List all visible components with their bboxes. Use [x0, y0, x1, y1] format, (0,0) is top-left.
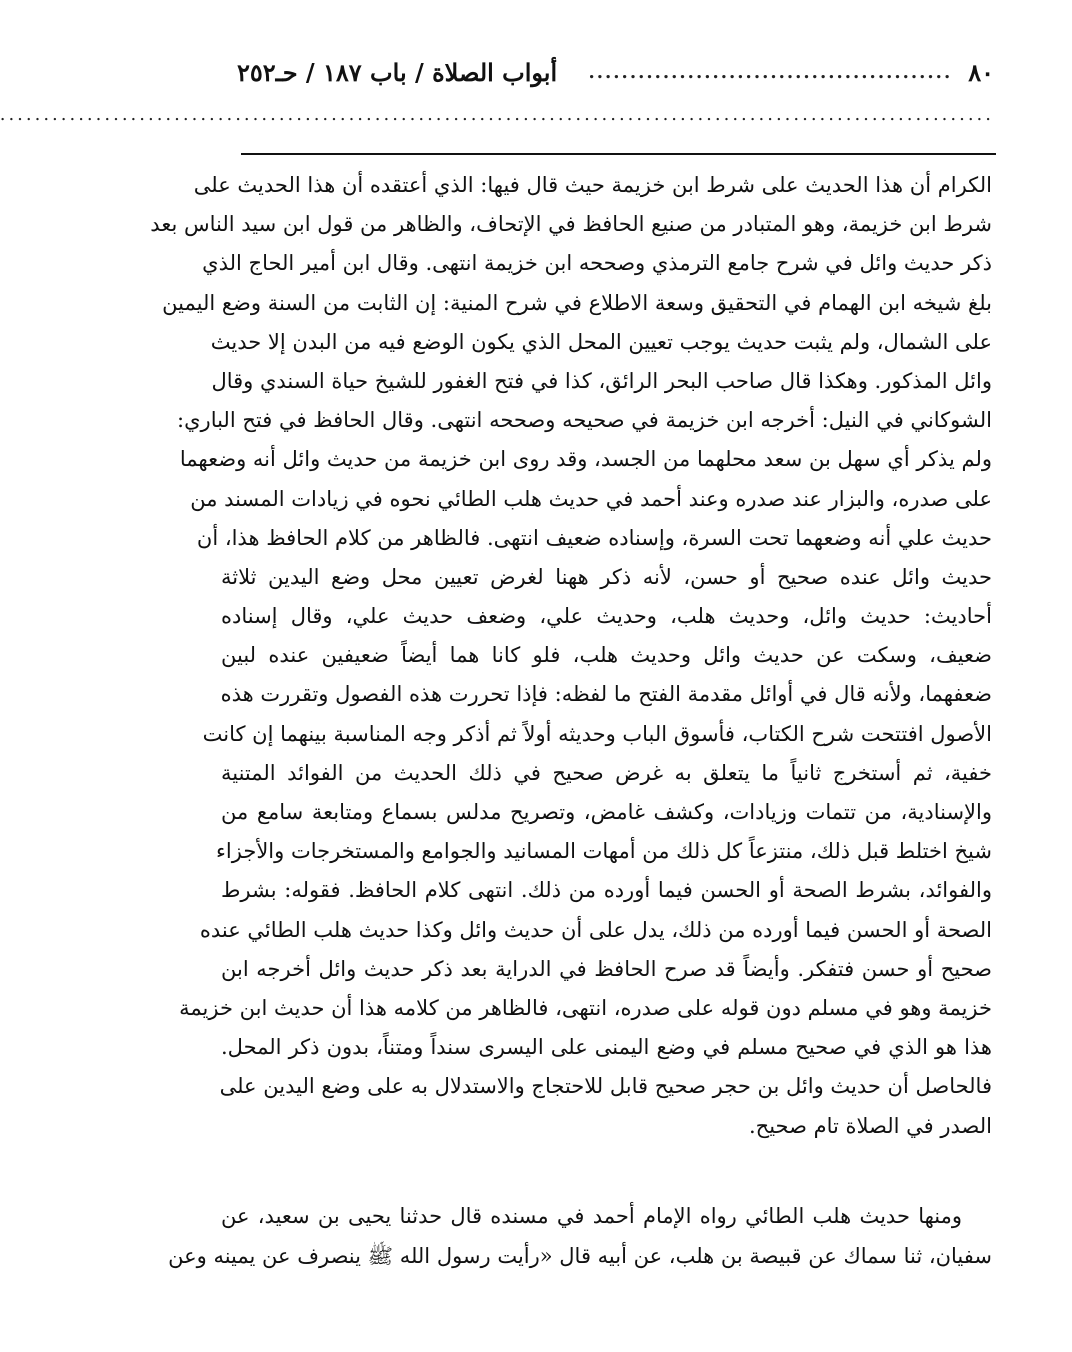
text-line: شيخ اختلط قبل ذلك، منتزعاً كل ذلك من أمهات المسانيد والجوامع والمستخرجات والأجزاء	[216, 839, 992, 864]
second-paragraph	[168, 1196, 992, 1276]
main-paragraph	[150, 166, 992, 1146]
text-line: ولم يذكر أي سهل بن سعد محلهما من الجسد، وقد روى ابن خزيمة من حديث وائل أنه وضعهما	[179, 447, 992, 472]
text-line: شرط ابن خزيمة، وهو المتبادر من صنيع الحافظ في الإتحاف، والظاهر من قول ابن سيد الناس بعد	[150, 212, 992, 237]
header-leader-dots: ............................................	[588, 61, 953, 83]
text-line: الكرام أن هذا الحديث على شرط ابن خزيمة حيث قال فيها: الذي أعتقده أن هذا الحديث على	[193, 173, 992, 197]
text-line: على صدره، والبزار عند صدره وعند أحمد في حديث هلب الطائي نحوه في زيادات المسند من	[190, 486, 992, 511]
separator-dots: ..................................................................................................................	[0, 104, 994, 125]
header-rule	[241, 153, 996, 155]
text-line: الصدر في الصلاة تام صحيح.	[748, 1113, 992, 1138]
page-number: ٨٠	[968, 57, 994, 87]
running-head-title: أبواب الصلاة / باب ١٨٧ / حـ٢٥٢	[237, 57, 558, 87]
text-line: الشوكاني في النيل: أخرجه ابن خزيمة في صحيحه وصححه انتهى. وقال الحافظ في فتح الباري:	[177, 408, 992, 433]
text-line: الصحة أو الحسن فيما أورده من ذلك، يدل على أن حديث وائل وكذا حديث هلب الطائي عنده	[199, 917, 992, 942]
text-line: صحيح أو حسن فتفكر. وأيضاً قد صرح الحافظ في الدراية بعد ذكر حديث وائل أخرجه ابن	[221, 956, 992, 981]
text-line: سفيان، ثنا سماك عن قبيصة بن هلب، عن أبيه قال «رأيت رسول الله ﷺ ينصرف عن يمينه وعن	[168, 1244, 992, 1268]
running-head	[237, 52, 994, 92]
text-line: خفية، ثم أستخرج ثانياً ما يتعلق به غرض صحيح في ذلك الحديث من الفوائد المتنية	[221, 760, 992, 785]
text-line: فالحاصل أن حديث وائل بن حجر صحيح قابل للاحتجاج والاستدلال به على وضع اليدين على	[219, 1074, 992, 1099]
text-line: والفوائد، بشرط الصحة أو الحسن فيما أورده من ذلك. انتهى كلام الحافظ. فقوله: بشرط	[221, 878, 992, 903]
text-line: ضعفهما، ولأنه قال في أوائل مقدمة الفتح ما لفظه: فإذا تحررت هذه الفصول وتقررت هذه	[220, 682, 992, 707]
text-line: ذكر حديث وائل في شرح جامع الترمذي وصححه ابن خزيمة انتهى. وقال ابن أمير الحاج الذي	[202, 251, 992, 276]
text-line: حديث وائل عنده صحيح أو حسن، لأنه ذكر ههنا لغرض تعيين محل وضع اليدين ثلاثة	[221, 564, 992, 589]
text-line: حديث علي أنه وضعهما تحت السرة، وإسناده ضعيف انتهى. فالظاهر من كلام الحافظ هذا، أن	[196, 525, 992, 550]
text-line: ضعيف، وسكت عن حديث وائل وحديث هلب، فلو كانا هما أيضاً ضعيفين عنده لبين	[221, 643, 992, 668]
text-line: على الشمال، ولم يثبت حديث يوجب تعيين المحل الذي يكون الوضع فيه من البدن إلا حديث	[210, 329, 992, 354]
text-line: هذا هو الذي في صحيح مسلم في وضع اليمنى على اليسرى سنداً ومتناً، بدون ذكر المحل.	[221, 1035, 992, 1060]
text-line: بلغ شيخه ابن الهمام في التحقيق وسعة الاطلاع في شرح المنية: إن الثابت من السنة وضع اليمين	[162, 290, 992, 315]
text-line: الأصول افتتحت شرح الكتاب، فأسوق الباب وحديثه أولاً ثم أذكر وجه المناسبة بينهما إن كانت	[202, 721, 992, 746]
text-line: والإسنادية، من تتمات وزيادات، وكشف غامض، وتصريح مدلس بسماع ومتابعة سامع من	[221, 800, 992, 824]
text-line: ومنها حديث هلب الطائي رواه الإمام أحمد في مسنده قال حدثنا يحيى بن سعيد، عن	[221, 1204, 962, 1228]
text-line: أحاديث: حديث وائل، وحديث هلب، وحديث علي، وضعف حديث علي، وقال إسناده	[221, 604, 992, 629]
text-line: وائل المذكور. وهكذا قال صاحب البحر الرائق، كذا في فتح الغفور للشيخ حياة السندي وقال	[211, 368, 992, 393]
text-line: خزيمة وهو في مسلم دون قوله على صدره، انتهى، فالظاهر من كلامه هذا أن حديث ابن خزيمة	[179, 995, 992, 1020]
